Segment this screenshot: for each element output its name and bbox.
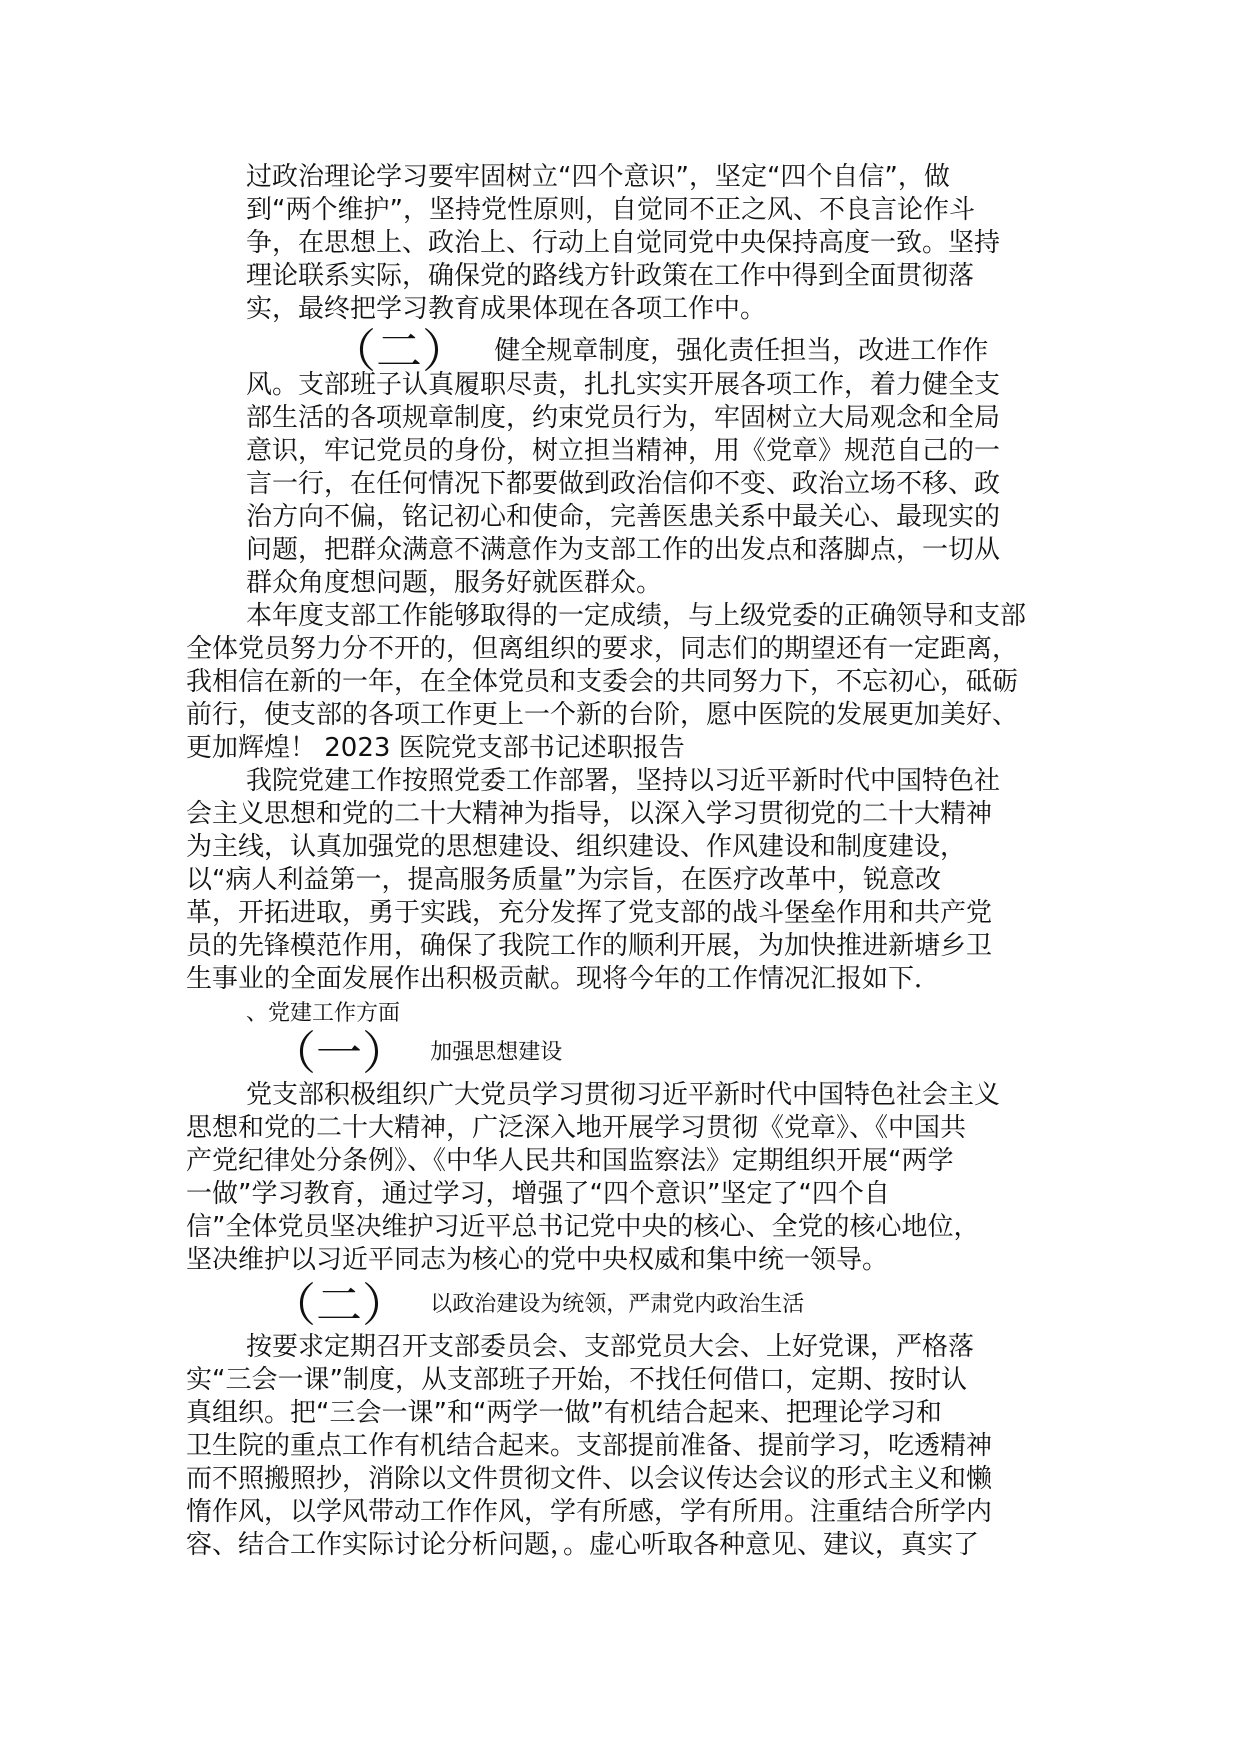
text-line: 容、结合工作实际讨论分析问题，。虚心听取各种意见、建议，真实了 <box>186 1530 980 1560</box>
text-line: 全体党员努力分不开的，但离组织的要求，同志们的期望还有一定距离， <box>186 634 1019 664</box>
text-line: 理论联系实际，确保党的路线方针政策在工作中得到全面贯彻落 <box>246 261 975 291</box>
text-line: 按要求定期召开支部委员会、支部党员大会、上好党课，严格落 <box>246 1332 975 1362</box>
subheading-1 <box>270 1026 563 1080</box>
text-line: 信”全体党员坚决维护习近平总书记党中央的核心、全党的核心地位， <box>186 1212 980 1242</box>
text-line: 生事业的全面发展作出积极贡献。现将今年的工作情况汇报如下． <box>186 964 941 994</box>
text-line: 实，最终把学习教育成果体现在各项工作中。 <box>246 294 767 324</box>
text-line: 风。支部班子认真履职尽责，扎扎实实开展各项工作，着力健全支 <box>246 370 1001 400</box>
subheading-2b <box>270 1278 805 1332</box>
text-line: 惰作风，以学风带动工作作风，学有所感，学有所用。注重结合所学内 <box>186 1497 993 1527</box>
subheading-text: 加强思想建设 <box>430 1040 563 1065</box>
text-line: 我相信在新的一年，在全体党员和支委会的共同努力下，不忘初心，砥砺 <box>186 667 1019 697</box>
subheading-text: 以政治建设为统领，严肃党内政治生活 <box>430 1292 805 1317</box>
text-line: 过政治理论学习要牢固树立“四个意识”，坚定“四个自信”，做 <box>246 162 950 192</box>
text-line: 本年度支部工作能够取得的一定成绩，与上级党委的正确领导和支部 <box>246 601 1027 631</box>
text-line: 产党纪律处分条例》、《中华人民共和国监察法》定期组织开展“两学 <box>186 1146 954 1176</box>
text-line: 思想和党的二十大精神，广泛深入地开展学习贯彻《党章》、《中国共 <box>186 1113 967 1143</box>
text-line: 到“两个维护”，坚持党性原则，自觉同不正之风、不良言论作斗 <box>246 195 975 225</box>
text-line: 言一行，在任何情况下都要做到政治信仰不变、政治立场不移、政 <box>246 469 1001 499</box>
text-line: 卫生院的重点工作有机结合起来。支部提前准备、提前学习，吃透精神 <box>186 1431 993 1461</box>
subheading-number: （一） <box>270 1026 408 1080</box>
subheading-text: 健全规章制度，强化责任担当，改进工作作 <box>494 336 989 366</box>
text-line: 员的先锋模范作用，确保了我院工作的顺利开展，为加快推进新塘乡卫 <box>186 931 993 961</box>
text-line: 治方向不偏，铭记初心和使命，完善医患关系中最关心、最现实的 <box>246 502 1001 532</box>
text-line: 革，开拓进取，勇于实践，充分发挥了党支部的战斗堡垒作用和共产党 <box>186 898 993 928</box>
text-line: 以“病人利益第一，提高服务质量”为宗旨，在医疗改革中，锐意改 <box>186 865 941 895</box>
text-line: 更加辉煌！ 2023 医院党支部书记述职报告 <box>186 733 685 763</box>
subheading-number: （二） <box>330 324 468 378</box>
text-line: 意识，牢记党员的身份，树立担当精神，用《党章》规范自己的一 <box>246 436 1001 466</box>
text-line: 部生活的各项规章制度，约束党员行为，牢固树立大局观念和全局 <box>246 403 1001 433</box>
subheading-number: （二） <box>270 1278 408 1332</box>
text-line: 一做”学习教育，通过学习，增强了“四个意识”坚定了“四个自 <box>186 1179 890 1209</box>
text-line: 真组织。把“三会一课”和“两学一做”有机结合起来、把理论学习和 <box>186 1398 942 1428</box>
text-line: 争，在思想上、政治上、行动上自觉同党中央保持高度一致。坚持 <box>246 228 1001 258</box>
text-line: 前行，使支部的各项工作更上一个新的台阶，愿中医院的发展更加美好、 <box>186 700 1019 730</box>
text-line: 我院党建工作按照党委工作部署，坚持以习近平新时代中国特色社 <box>246 766 1001 796</box>
text-line: 问题，把群众满意不满意作为支部工作的出发点和落脚点，一切从 <box>246 535 1001 565</box>
text-line: 会主义思想和党的二十大精神为指导，以深入学习贯彻党的二十大精神 <box>186 799 993 829</box>
section-heading: 、党建工作方面 <box>246 1001 401 1026</box>
text-line: 而不照搬照抄，消除以文件贯彻文件、以会议传达会议的形式主义和懒 <box>186 1464 993 1494</box>
text-line: 为主线，认真加强党的思想建设、组织建设、作风建设和制度建设， <box>186 832 967 862</box>
text-line: 群众角度想问题，服务好就医群众。 <box>246 568 663 598</box>
text-line: 党支部积极组织广大党员学习贯彻习近平新时代中国特色社会主义 <box>246 1080 1001 1110</box>
text-line: 实“三会一课”制度，从支部班子开始，不找任何借口，定期、按时认 <box>186 1365 967 1395</box>
text-line: 坚决维护以习近平同志为核心的党中央权威和集中统一领导。 <box>186 1245 889 1275</box>
